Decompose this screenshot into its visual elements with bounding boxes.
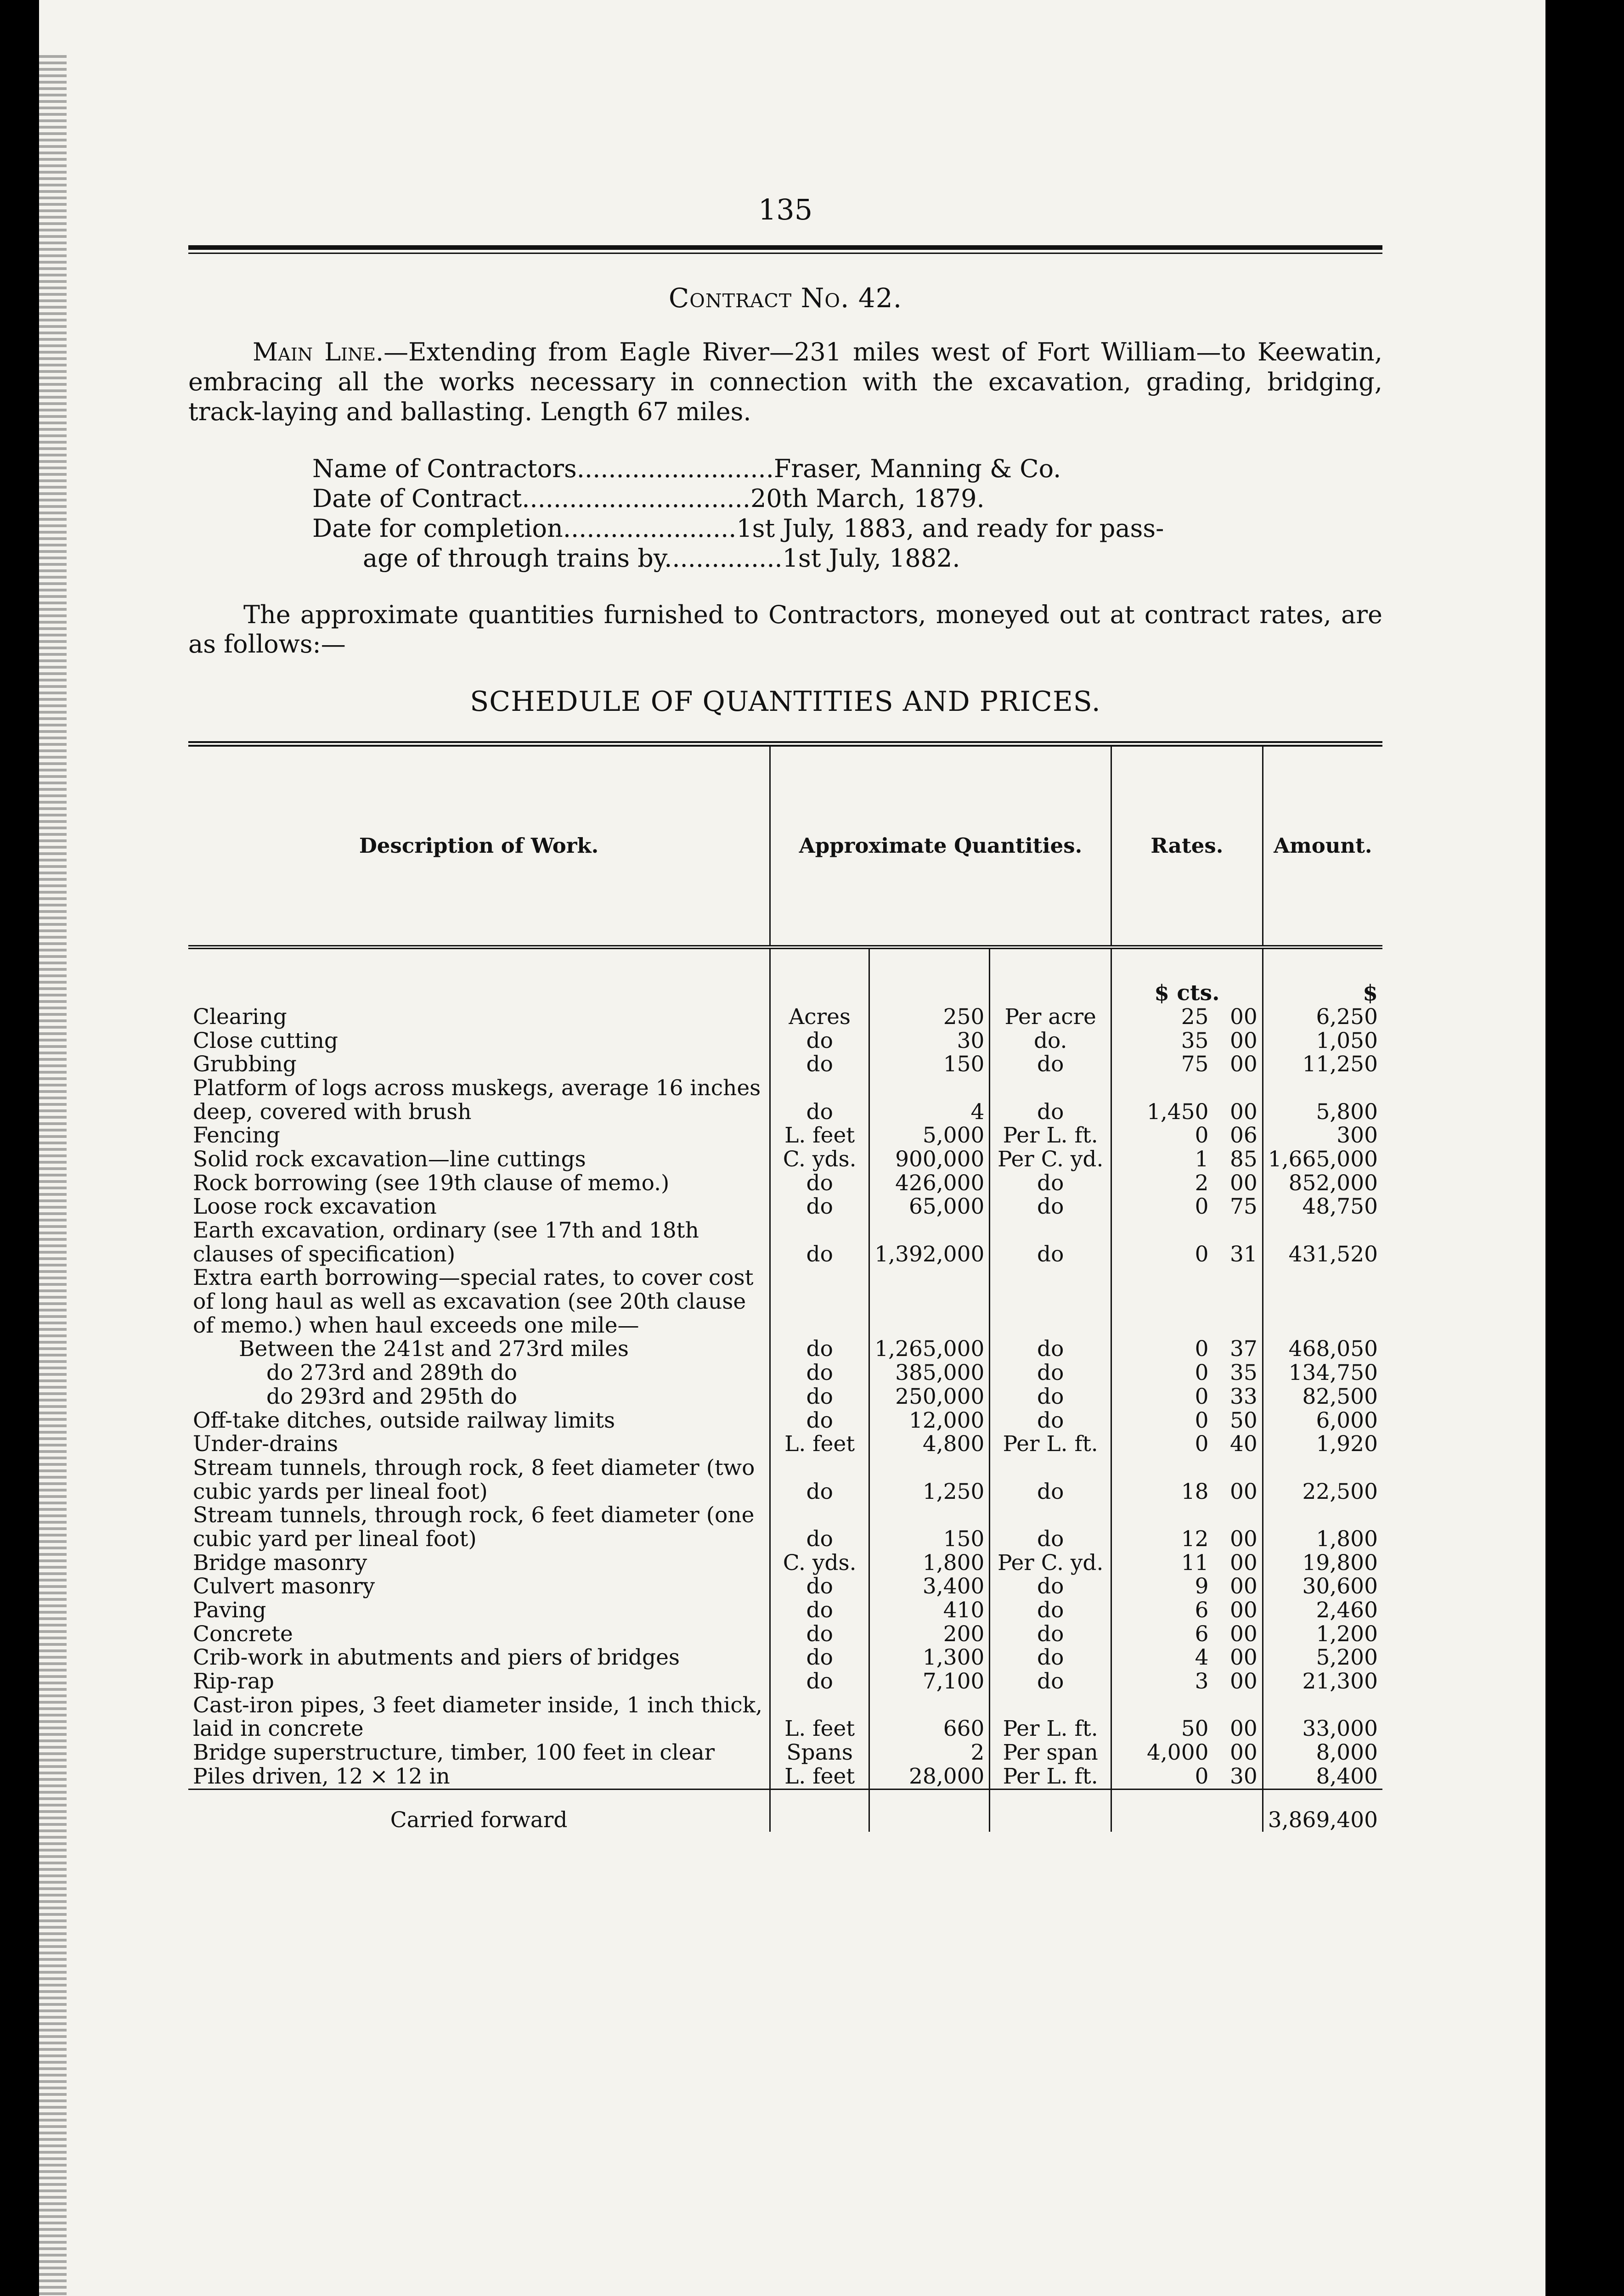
table-row xyxy=(188,1694,1382,1741)
cell-unit: do xyxy=(770,1385,869,1409)
cell-dol xyxy=(1111,1266,1213,1337)
cell-cts: 00 xyxy=(1229,1170,1257,1196)
cell-cts: 00 xyxy=(1229,1526,1257,1552)
cell-punit: do xyxy=(990,1195,1111,1219)
cell-unit: do xyxy=(770,1076,869,1124)
completion-label-2: age of through trains by xyxy=(363,543,665,573)
carried-forward-label: Carried forward xyxy=(188,1789,770,1832)
completion-row xyxy=(312,514,1382,544)
cell-desc: Cast-iron pipes, 3 feet diameter inside, 1 inch thick, laid in concrete xyxy=(193,1692,763,1742)
header-rates: Rates. xyxy=(1111,744,1263,947)
cell-unit: do xyxy=(770,1456,869,1503)
cell-unit: do xyxy=(770,1622,869,1646)
cell-punit: do xyxy=(990,1503,1111,1551)
cell-qty: 660 xyxy=(869,1694,990,1741)
amount-unit: $ xyxy=(1263,947,1382,1005)
cell-desc: Loose rock excavation xyxy=(193,1194,437,1220)
cell-cts: 00 xyxy=(1229,1574,1257,1599)
table-row xyxy=(188,1622,1382,1646)
cell-qty: 385,000 xyxy=(869,1361,990,1385)
contractors-value: Fraser, Manning & Co. xyxy=(773,454,1061,484)
cell-dol: 1,450 xyxy=(1111,1076,1213,1124)
table-row xyxy=(188,1266,1382,1337)
cell-unit: C. yds. xyxy=(770,1148,869,1171)
table-row xyxy=(188,1670,1382,1694)
cell-unit: do xyxy=(770,1409,869,1433)
cell-amt: 19,800 xyxy=(1263,1551,1382,1575)
cell-desc: Crib-work in abutments and piers of bridges xyxy=(193,1645,680,1671)
cell-dol: 75 xyxy=(1111,1052,1213,1076)
cell-unit: do xyxy=(770,1646,869,1670)
cell-qty: 1,392,000 xyxy=(869,1219,990,1266)
cell-dol: 25 xyxy=(1111,1005,1213,1029)
table-row xyxy=(188,1076,1382,1124)
cell-qty: 30 xyxy=(869,1029,990,1053)
rates-unit: $ cts. xyxy=(1111,947,1263,1005)
cell-desc: Bridge masonry xyxy=(193,1550,367,1576)
table-row xyxy=(188,1598,1382,1622)
cell-cts: 00 xyxy=(1229,1621,1257,1647)
cell-desc: Close cutting xyxy=(193,1028,338,1053)
cell-cts: 06 xyxy=(1229,1123,1257,1148)
page-number: 135 xyxy=(758,193,813,226)
cell-unit: do xyxy=(770,1503,869,1551)
cell-dol: 18 xyxy=(1111,1456,1213,1503)
cell-unit: do xyxy=(770,1361,869,1385)
cell-punit: Per L. ft. xyxy=(990,1694,1111,1741)
cell-dol: 0 xyxy=(1111,1432,1213,1456)
cell-dol: 4 xyxy=(1111,1646,1213,1670)
cell-punit: do xyxy=(990,1622,1111,1646)
cell-unit: Spans xyxy=(770,1741,869,1765)
cell-punit: Per acre xyxy=(990,1005,1111,1029)
cell-amt: 82,500 xyxy=(1263,1385,1382,1409)
cell-amt: 6,250 xyxy=(1263,1005,1382,1029)
cell-cts: 00 xyxy=(1229,1645,1257,1671)
cell-desc: Under-drains xyxy=(193,1431,338,1457)
cell-dol: 0 xyxy=(1111,1124,1213,1148)
cell-amt: 5,200 xyxy=(1263,1646,1382,1670)
cell-unit: do xyxy=(770,1337,869,1361)
cell-dol: 1 xyxy=(1111,1148,1213,1171)
table-row xyxy=(188,1765,1382,1789)
table-row xyxy=(188,1385,1382,1409)
cell-punit: do xyxy=(990,1076,1111,1124)
cell-qty: 1,300 xyxy=(869,1646,990,1670)
cell-amt: 5,800 xyxy=(1263,1076,1382,1124)
carried-forward-amount: 3,869,400 xyxy=(1263,1789,1382,1832)
cell-dol: 0 xyxy=(1111,1195,1213,1219)
cell-amt: 22,500 xyxy=(1263,1456,1382,1503)
cell-dol: 0 xyxy=(1111,1765,1213,1789)
cell-qty: 65,000 xyxy=(869,1195,990,1219)
cell-desc: Stream tunnels, through rock, 6 feet diameter (one cubic yard per lineal foot) xyxy=(193,1503,755,1552)
cell-desc: Paving xyxy=(193,1598,266,1623)
leader-dots: ............................. xyxy=(522,484,751,513)
cell-dol: 9 xyxy=(1111,1575,1213,1598)
completion-row-2 xyxy=(312,544,1382,574)
cell-desc: do 273rd and 289th do xyxy=(266,1360,518,1386)
table-row xyxy=(188,1551,1382,1575)
cell-unit xyxy=(770,1266,869,1337)
contract-title: Contract No. 42. xyxy=(668,282,902,314)
cell-qty: 1,265,000 xyxy=(869,1337,990,1361)
unit-row xyxy=(188,947,1382,1005)
cell-punit: do xyxy=(990,1385,1111,1409)
cell-qty: 900,000 xyxy=(869,1148,990,1171)
cell-amt: 21,300 xyxy=(1263,1670,1382,1694)
cell-cts: 00 xyxy=(1229,1052,1257,1077)
table-body xyxy=(188,947,1382,1832)
table-row xyxy=(188,1409,1382,1433)
cell-punit: do xyxy=(990,1361,1111,1385)
cell-cts: 40 xyxy=(1229,1431,1257,1457)
cell-cts: 00 xyxy=(1229,1028,1257,1053)
cell-qty: 250,000 xyxy=(869,1385,990,1409)
cell-qty xyxy=(869,1266,990,1337)
cell-amt: 1,800 xyxy=(1263,1503,1382,1551)
cell-qty: 150 xyxy=(869,1052,990,1076)
table-row xyxy=(188,1171,1382,1195)
cell-punit: Per L. ft. xyxy=(990,1124,1111,1148)
cell-amt: 33,000 xyxy=(1263,1694,1382,1741)
cell-qty: 250 xyxy=(869,1005,990,1029)
cell-desc: Fencing xyxy=(193,1123,280,1148)
completion-value: 1st July, 1883, and ready for pass- xyxy=(736,513,1164,543)
cell-dol: 0 xyxy=(1111,1219,1213,1266)
contract-info xyxy=(312,454,1382,573)
table-row xyxy=(188,1029,1382,1053)
table-row xyxy=(188,1219,1382,1266)
cell-qty: 426,000 xyxy=(869,1171,990,1195)
contractors-row xyxy=(312,454,1382,484)
cell-amt: 1,920 xyxy=(1263,1432,1382,1456)
cell-cts: 50 xyxy=(1229,1407,1257,1433)
total-row xyxy=(188,1789,1382,1832)
date-row xyxy=(312,484,1382,514)
cell-qty: 4 xyxy=(869,1076,990,1124)
cell-amt: 1,050 xyxy=(1263,1029,1382,1053)
cell-qty: 4,800 xyxy=(869,1432,990,1456)
cell-cts: 00 xyxy=(1229,1740,1257,1766)
table-row xyxy=(188,1575,1382,1598)
cell-amt: 11,250 xyxy=(1263,1052,1382,1076)
cell-amt: 48,750 xyxy=(1263,1195,1382,1219)
header-amount: Amount. xyxy=(1263,744,1382,947)
cell-punit: Per span xyxy=(990,1741,1111,1765)
cell-cts: 35 xyxy=(1229,1360,1257,1386)
cell-desc: Bridge superstructure, timber, 100 feet in clear xyxy=(193,1740,715,1766)
cell-qty: 28,000 xyxy=(869,1765,990,1789)
cell-cts: 00 xyxy=(1229,1669,1257,1694)
cell-desc: Culvert masonry xyxy=(193,1574,375,1599)
cell-punit: do xyxy=(990,1337,1111,1361)
table-row xyxy=(188,1361,1382,1385)
cell-unit: L. feet xyxy=(770,1124,869,1148)
cell-unit: do xyxy=(770,1195,869,1219)
leader-dots: ...................... xyxy=(563,513,737,543)
cell-amt: 1,200 xyxy=(1263,1622,1382,1646)
cell-unit: do xyxy=(770,1670,869,1694)
cell-unit: do xyxy=(770,1029,869,1053)
contractors-label: Name of Contractors xyxy=(312,454,577,484)
cell-dol: 12 xyxy=(1111,1503,1213,1551)
binding-edge xyxy=(39,55,67,2296)
cell-desc: Grubbing xyxy=(193,1052,297,1077)
cell-cts: 31 xyxy=(1229,1241,1257,1267)
table-row xyxy=(188,1456,1382,1503)
cell-cts: 37 xyxy=(1229,1336,1257,1362)
cell-desc: Clearing xyxy=(193,1004,287,1030)
cell-desc: Earth excavation, ordinary (see 17th and 18th clauses of specification) xyxy=(193,1218,699,1267)
cell-desc: Rip-rap xyxy=(193,1669,274,1694)
header-rule-thin xyxy=(188,253,1382,254)
cell-amt: 1,665,000 xyxy=(1263,1148,1382,1171)
cell-desc: Rock borrowing (see 19th clause of memo.) xyxy=(193,1170,670,1196)
cell-amt: 134,750 xyxy=(1263,1361,1382,1385)
table-row xyxy=(188,1195,1382,1219)
cell-punit: Per C. yd. xyxy=(990,1551,1111,1575)
cell-desc: Platform of logs across muskegs, average 16 inches deep, covered with brush xyxy=(193,1075,761,1125)
cell-desc: Piles driven, 12 × 12 in xyxy=(193,1763,450,1789)
cell-qty: 200 xyxy=(869,1622,990,1646)
cell-amt: 8,400 xyxy=(1263,1765,1382,1789)
header-rule xyxy=(188,245,1382,250)
cell-dol: 6 xyxy=(1111,1598,1213,1622)
cell-unit: do xyxy=(770,1575,869,1598)
cell-amt: 300 xyxy=(1263,1124,1382,1148)
cell-dol: 50 xyxy=(1111,1694,1213,1741)
cell-cts: 00 xyxy=(1229,1099,1257,1125)
cell-qty: 150 xyxy=(869,1503,990,1551)
cell-desc: Solid rock excavation—line cuttings xyxy=(193,1146,586,1172)
completion-label: Date for completion xyxy=(312,513,563,543)
cell-cts: 75 xyxy=(1229,1194,1257,1220)
cell-amt: 2,460 xyxy=(1263,1598,1382,1622)
cell-dol: 4,000 xyxy=(1111,1741,1213,1765)
leader-dots: ......................... xyxy=(576,454,774,484)
cell-punit: do xyxy=(990,1575,1111,1598)
cell-cts: 00 xyxy=(1229,1598,1257,1623)
cell-desc: do 293rd and 295th do xyxy=(266,1384,518,1409)
cell-cts: 00 xyxy=(1229,1716,1257,1742)
cell-punit: Per C. yd. xyxy=(990,1148,1111,1171)
schedule-table xyxy=(188,741,1382,1832)
date-label: Date of Contract xyxy=(312,484,522,513)
cell-qty: 1,250 xyxy=(869,1456,990,1503)
table-row xyxy=(188,1646,1382,1670)
cell-unit: do xyxy=(770,1598,869,1622)
table-row xyxy=(188,1124,1382,1148)
cell-punit: do xyxy=(990,1646,1111,1670)
cell-desc: Between the 241st and 273rd miles xyxy=(239,1336,629,1362)
date-value: 20th March, 1879. xyxy=(750,484,985,513)
quantities-note: The approximate quantities furnished to Contractors, moneyed out at contract rates, are as follows:— xyxy=(188,600,1382,659)
cell-qty: 2 xyxy=(869,1741,990,1765)
cell-qty: 12,000 xyxy=(869,1409,990,1433)
table-row xyxy=(188,1052,1382,1076)
cell-desc: Off-take ditches, outside railway limits xyxy=(193,1407,615,1433)
cell-qty: 3,400 xyxy=(869,1575,990,1598)
cell-dol: 0 xyxy=(1111,1385,1213,1409)
header-quantities: Approximate Quantities. xyxy=(770,744,1111,947)
cell-punit: do xyxy=(990,1598,1111,1622)
cell-punit: Per L. ft. xyxy=(990,1765,1111,1789)
page-content xyxy=(188,193,1382,1832)
cell-dol: 3 xyxy=(1111,1670,1213,1694)
cell-unit: Acres xyxy=(770,1005,869,1029)
cell-desc: Concrete xyxy=(193,1621,293,1647)
cell-cts: 00 xyxy=(1229,1004,1257,1030)
cell-amt: 852,000 xyxy=(1263,1171,1382,1195)
cell-punit: do. xyxy=(990,1029,1111,1053)
table-row xyxy=(188,1148,1382,1171)
cell-dol: 2 xyxy=(1111,1171,1213,1195)
cell-amt: 6,000 xyxy=(1263,1409,1382,1433)
cell-unit: do xyxy=(770,1052,869,1076)
cell-dol: 35 xyxy=(1111,1029,1213,1053)
header-description: Description of Work. xyxy=(188,744,770,947)
leader-dots: ............... xyxy=(664,543,783,573)
cell-cts xyxy=(1213,1266,1263,1337)
intro-lead: Main Line. xyxy=(253,337,384,366)
cell-punit: do xyxy=(990,1171,1111,1195)
table-header-row xyxy=(188,744,1382,947)
cell-cts: 85 xyxy=(1229,1146,1257,1172)
cell-unit: C. yds. xyxy=(770,1551,869,1575)
cell-dol: 0 xyxy=(1111,1337,1213,1361)
cell-cts: 00 xyxy=(1229,1479,1257,1504)
cell-unit: do xyxy=(770,1219,869,1266)
cell-punit xyxy=(990,1266,1111,1337)
cell-dol: 6 xyxy=(1111,1622,1213,1646)
cell-amt xyxy=(1263,1266,1382,1337)
cell-desc: Extra earth borrowing—special rates, to cover cost of long haul as well as excavation (see 20th clause of memo.) when haul exceeds one mile— xyxy=(193,1265,754,1338)
cell-cts: 00 xyxy=(1229,1550,1257,1576)
cell-qty: 1,800 xyxy=(869,1551,990,1575)
cell-desc: Stream tunnels, through rock, 8 feet diameter (two cubic yards per lineal foot) xyxy=(193,1455,755,1504)
cell-unit: L. feet xyxy=(770,1694,869,1741)
scanned-page xyxy=(39,0,1545,2296)
cell-qty: 5,000 xyxy=(869,1124,990,1148)
cell-cts: 33 xyxy=(1229,1384,1257,1409)
cell-amt: 8,000 xyxy=(1263,1741,1382,1765)
cell-punit: do xyxy=(990,1409,1111,1433)
cell-dol: 0 xyxy=(1111,1361,1213,1385)
intro-paragraph xyxy=(188,338,1382,427)
cell-qty: 410 xyxy=(869,1598,990,1622)
completion-value-2: 1st July, 1882. xyxy=(782,543,960,573)
table-row xyxy=(188,1503,1382,1551)
cell-amt: 468,050 xyxy=(1263,1337,1382,1361)
schedule-title: SCHEDULE OF QUANTITIES AND PRICES. xyxy=(470,686,1101,718)
cell-amt: 30,600 xyxy=(1263,1575,1382,1598)
cell-cts: 30 xyxy=(1229,1763,1257,1789)
table-row xyxy=(188,1741,1382,1765)
cell-amt: 431,520 xyxy=(1263,1219,1382,1266)
intro-text: —Extending from Eagle River—231 miles west of Fort William—to Keewatin, embracing all the works necessary in connection with the excavation, grading, bridging, track-laying and ballasting. Length 67 miles. xyxy=(188,337,1382,426)
cell-qty: 7,100 xyxy=(869,1670,990,1694)
cell-punit: do xyxy=(990,1052,1111,1076)
cell-unit: do xyxy=(770,1171,869,1195)
table-row xyxy=(188,1005,1382,1029)
cell-dol: 11 xyxy=(1111,1551,1213,1575)
cell-punit: do xyxy=(990,1456,1111,1503)
cell-unit: L. feet xyxy=(770,1432,869,1456)
cell-unit: L. feet xyxy=(770,1765,869,1789)
cell-punit: do xyxy=(990,1219,1111,1266)
table-row xyxy=(188,1432,1382,1456)
cell-punit: do xyxy=(990,1670,1111,1694)
cell-punit: Per L. ft. xyxy=(990,1432,1111,1456)
cell-dol: 0 xyxy=(1111,1409,1213,1433)
table-row xyxy=(188,1337,1382,1361)
